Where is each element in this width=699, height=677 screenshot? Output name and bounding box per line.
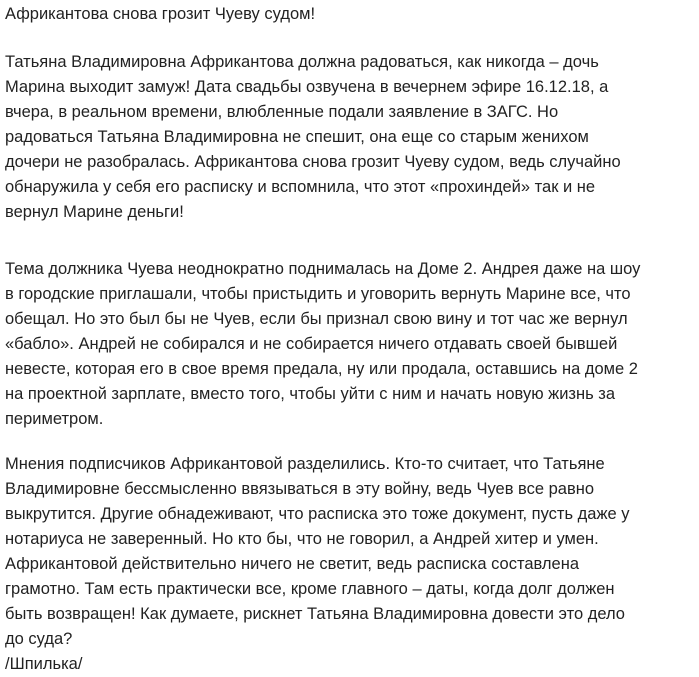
text-line: Тема должника Чуева неоднократно поднималась на Доме 2. Андрея даже на шоу bbox=[5, 260, 641, 278]
text-line: Африкантовой действительно ничего не светит, ведь расписка составлена bbox=[5, 555, 580, 573]
paragraph-1 bbox=[5, 50, 693, 225]
text-line: вчера, в реальном времени, влюбленные подали заявление в ЗАГС. Но bbox=[5, 103, 559, 121]
text-line: выкрутится. Другие обнадеживают, что расписка это тоже документ, пусть даже у bbox=[5, 505, 630, 523]
text-line: «бабло». Андрей не собирался и не собирается ничего отдавать своей бывшей bbox=[5, 335, 618, 353]
text-line: Владимировне бессмысленно ввязываться в эту войну, ведь Чуев все равно bbox=[5, 480, 595, 498]
text-line: Татьяна Владимировна Африкантова должна радоваться, как никогда – дочь bbox=[5, 53, 599, 71]
text-line: обнаружила у себя его расписку и вспомнила, что этот «прохиндей» так и не bbox=[5, 178, 596, 196]
text-line: Марина выходит замуж! Дата свадьбы озвучена в вечернем эфире 16.12.18, а bbox=[5, 78, 609, 96]
text-line: нотариуса не заверенный. Но кто бы, что не говорил, а Андрей хитер и умен. bbox=[5, 530, 599, 548]
text-line: грамотно. Там есть практически все, кроме главного – даты, когда долг должен bbox=[5, 580, 615, 598]
text-line: дочери не разобралась. Африкантова снова грозит Чуеву судом, ведь случайно bbox=[5, 153, 621, 171]
text-line: Мнения подписчиков Африкантовой разделились. Кто-то считает, что Татьяне bbox=[5, 455, 605, 473]
paragraph-3 bbox=[5, 452, 693, 677]
text-line: невесте, которая его в свое время предала, ну или продала, оставшись на доме 2 bbox=[5, 360, 638, 378]
signature: /Шпилька/ bbox=[5, 655, 83, 673]
text-line: радоваться Татьяна Владимировна не спешит, она еще со старым женихом bbox=[5, 128, 589, 146]
text-line: в городские приглашали, чтобы пристыдить и уговорить вернуть Марине все, что bbox=[5, 285, 631, 303]
text-line: на проектной зарплате, вместо того, чтобы уйти с ним и начать новую жизнь за bbox=[5, 385, 616, 403]
text-line: периметром. bbox=[5, 410, 104, 428]
paragraph-2 bbox=[5, 257, 693, 432]
text-line: быть возвращен! Как думаете, рискнет Татьяна Владимировна довести это дело bbox=[5, 605, 625, 623]
text-line: вернул Марине деньги! bbox=[5, 203, 184, 221]
text-line: до суда? bbox=[5, 630, 73, 648]
article-title: Африкантова снова грозит Чуеву судом! bbox=[5, 5, 316, 23]
text-line: обещал. Но это был бы не Чуев, если бы признал свою вину и тот час же вернул bbox=[5, 310, 628, 328]
